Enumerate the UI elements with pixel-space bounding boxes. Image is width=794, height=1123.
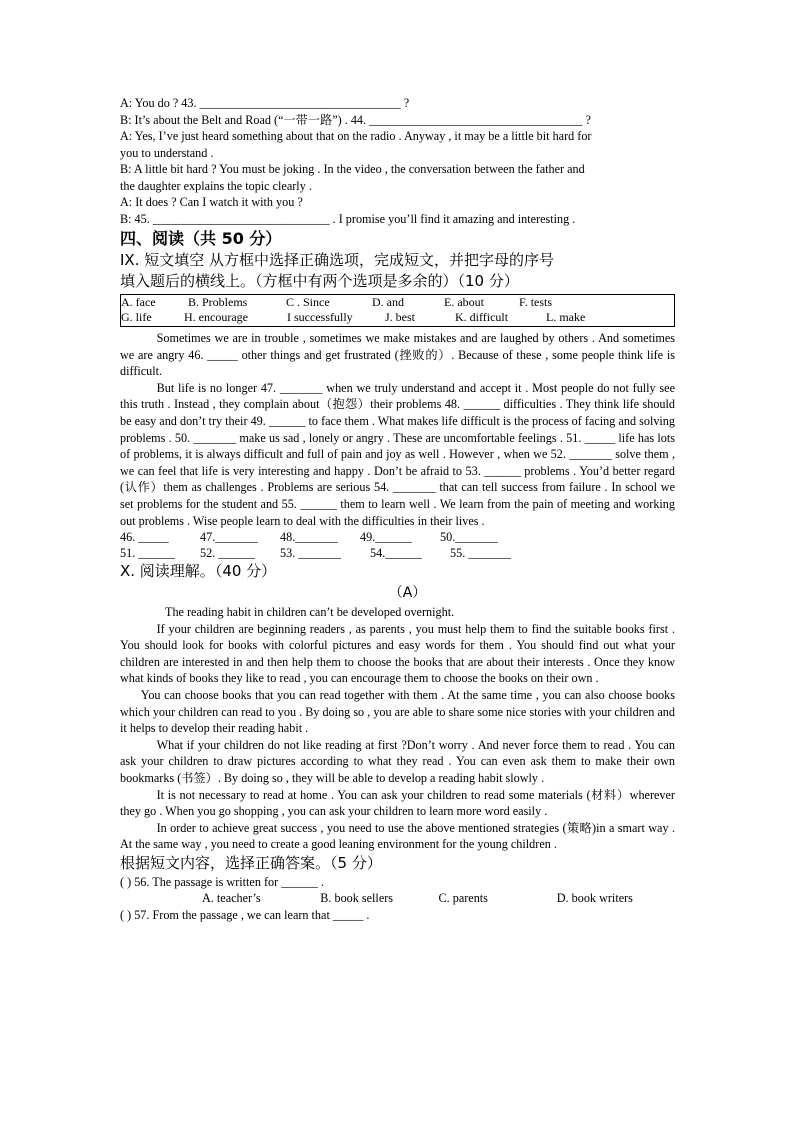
question-56: ( ) 56. The passage is written for ______ . (120, 874, 324, 889)
section-9-instruction-line1: IX. 短文填空 从方框中选择正确选项，完成短文，并把字母的序号 (120, 251, 555, 269)
options-row (121, 310, 674, 325)
choice-d[interactable]: D. book writers (556, 891, 633, 906)
section-10-heading: X. 阅读理解。（40 分） (120, 562, 277, 581)
dialogue-line: B: It’s about the Belt and Road (“一带一路”) . 44. ___________________________________ ? (120, 112, 591, 127)
answer-blank[interactable]: 46. _____ (120, 530, 169, 545)
answer-blank[interactable]: 48._______ (280, 530, 338, 545)
reading-paragraph: It is not necessary to read at home . You can ask your children to read some materials (材料）wherever they go . When you go shopping , you can ask your children to learn more word easily . (120, 787, 675, 819)
choice-b[interactable]: B. book sellers (320, 891, 394, 906)
question-56-choices (120, 890, 675, 907)
reading-paragraph: What if your children do not like reading at first ?Don’t worry . And never force them to read . You can ask your children to draw pictures according to what they read . You can even ask them to make their own bookmarks (书签）. By doing so , they will be able to develop a reading habit slowly . (120, 737, 675, 785)
option-item: A. face (121, 295, 156, 309)
comprehension-instruction: 根据短文内容，选择正确答案。（5 分） (120, 853, 382, 872)
option-item: L. make (546, 310, 586, 324)
reading-paragraph: In order to achieve great success , you need to use the above mentioned strategies (策略)in a smart way . At the same way , you need to create a good leaning environment for the young children . (120, 820, 675, 852)
answer-blank[interactable]: 54.______ (370, 546, 422, 561)
page-content (120, 95, 675, 923)
answer-blank[interactable]: 52. ______ (200, 546, 255, 561)
answer-blanks-row (120, 545, 675, 561)
part-a-label: （A） (388, 585, 427, 602)
choice-c[interactable]: C. parents (438, 891, 488, 906)
question-57: ( ) 57. From the passage , we can learn that _____ . (120, 907, 370, 922)
reading-paragraph: You can choose books that you can read together with them . At the same time , you can also choose books which your children can read to you . By doing so , you are able to share some nice stories with your children and it helps to develop their reading habit . (120, 688, 675, 736)
answer-blanks-row (120, 529, 675, 545)
options-row (121, 295, 674, 310)
dialogue-line: A: You do ? 43. _________________________________ ? (120, 96, 410, 110)
dialogue-line: A: Yes, I’ve just heard something about that on the radio . Anyway , it may be a little bit hard for (120, 129, 592, 143)
answer-blank[interactable]: 53. _______ (280, 546, 341, 561)
dialogue-line: A: It does ? Can I watch it with you ? (120, 195, 303, 209)
section-9-instruction-line2: 填入题后的横线上。（方框中有两个选项是多余的）（10 分） (120, 272, 519, 290)
option-item: B. Problems (188, 295, 248, 309)
dialogue-line: the daughter explains the topic clearly . (120, 178, 312, 193)
reading-paragraph: If your children are beginning readers , as parents , you must help them to find the suitable books first . You should look for books with colorful pictures and easy words for them . You should find out what your children are interested in and then help them to choose the books that are about their interests . Once they know what kinds of books they like to read , you can encourage them to choose the books on their own . (120, 621, 675, 686)
option-item: J. best (385, 310, 415, 324)
dialogue-line: B: 45. _____________________________ . I promise you’ll find it amazing and interesting . (120, 211, 576, 226)
passage-title: The reading habit in children can’t be developed overnight. (165, 605, 455, 620)
answer-blank[interactable]: 49.______ (360, 530, 412, 545)
option-item: K. difficult (455, 310, 509, 324)
answer-blank[interactable]: 50._______ (440, 530, 498, 545)
option-item: D. and (372, 295, 404, 309)
options-box (120, 294, 675, 327)
option-item: H. encourage (184, 310, 248, 324)
choice-a[interactable]: A. teacher’s (202, 891, 261, 906)
answer-blank[interactable]: 55. _______ (450, 546, 511, 561)
option-item: C . Since (286, 295, 330, 309)
option-item: F. tests (519, 295, 553, 309)
cloze-paragraph: But life is no longer 47. _______ when we truly understand and accept it . Most people do not fully see this truth . Instead , they complain about（抱怨）their problems 48. ______ difficulties . They think life should be easy and don’t try their 49. ______ to face them . What makes life difficult is the process of facing and solving problems . 50. _______ make us sad , lonely or angry . These are uncomfortable feelings . 51. _____ life has lots of problems, it is always difficult and full of pain and joy as well . However , when we 52. _______ solve them , we can feel that life is very interesting and happy . Don’t be afraid to 53. ______ problems . You’d better regard (认作）them as challenges . Problems are serious 54. _______ that can tell success from failure . In school we set problems for the student and 55. ______ them to learn well . We learn from the pain of meeting and working out problems . Wise people learn to deal with the difficulties in their lives . (120, 380, 675, 528)
option-item: I successfully (287, 310, 353, 324)
dialogue-line: B: A little bit hard ? You must be joking . In the video , the conversation between the father and (120, 162, 585, 176)
cloze-paragraph: Sometimes we are in trouble , sometimes we make mistakes and are laughed by others . And sometimes we are angry 46. _____ other things and get frustrated (挫败的）. Because of these , some people think life is difficult. (120, 331, 675, 379)
dialogue-section (120, 95, 675, 227)
dialogue-line: you to understand . (120, 145, 214, 160)
answer-blank[interactable]: 51. ______ (120, 546, 175, 561)
section-4-heading: 四、阅读（共 50 分） (120, 229, 282, 248)
option-item: G. life (121, 310, 152, 324)
answer-blank[interactable]: 47._______ (200, 530, 258, 545)
option-item: E. about (444, 295, 484, 309)
